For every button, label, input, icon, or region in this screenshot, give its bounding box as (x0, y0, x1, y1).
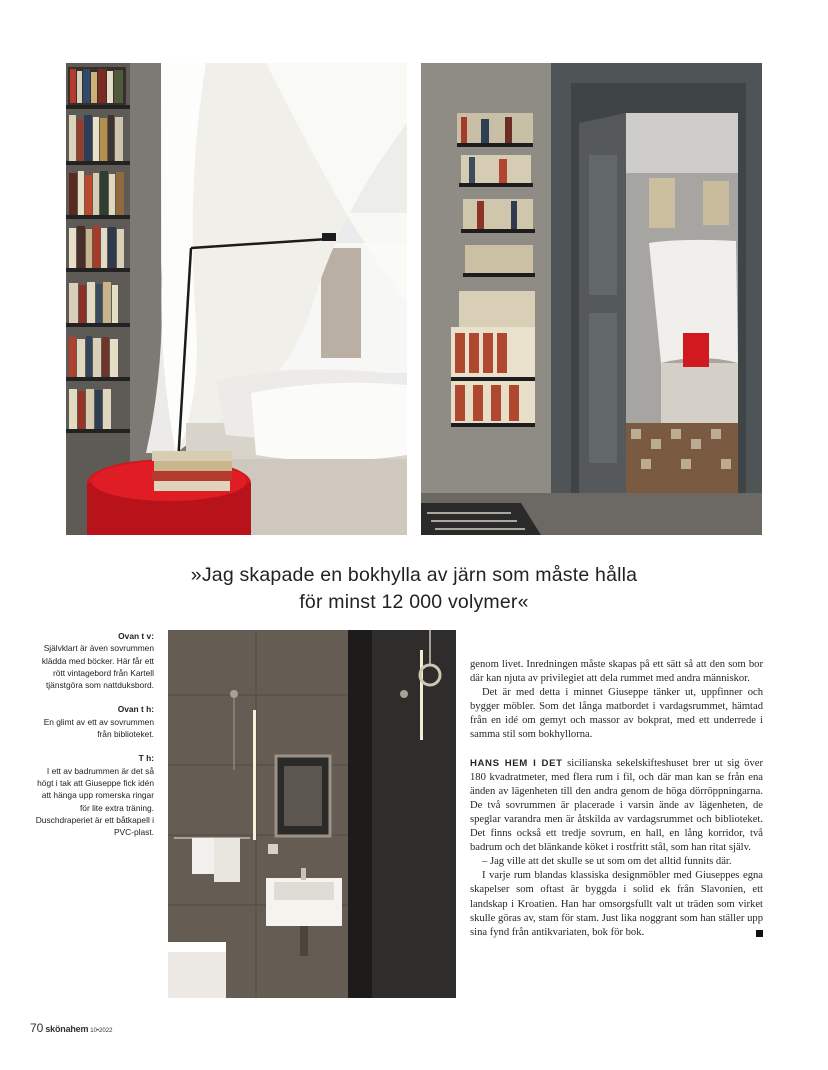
magazine-name: skönahem (45, 1024, 89, 1034)
photo-bathroom (168, 630, 456, 998)
article-body (470, 658, 763, 940)
caption-label: Ovan t h: (117, 704, 154, 715)
end-mark-square-icon (756, 930, 763, 937)
pull-quote (110, 562, 718, 616)
photo-captions (30, 630, 154, 850)
article-paragraph-text: I varje rum blandas klassiska designmöbler med Giuseppes egna skapelser som oftast är byggda i solid ek från Slavonien, ett landskap i Kroatien. Han har omsorgsfullt valt ut träden som virket skulle göras av, stam för stam. Just lika noggrant som han ställer upp sina fynd från antikvariaten, bok för bok. (470, 870, 763, 938)
pull-quote-line-1: »Jag skapade en bokhylla av järn som måste hålla (190, 564, 638, 586)
article-paragraph-quote: – Jag ville att det skulle se ut som om det alltid funnits där. (482, 856, 732, 868)
pull-quote-line-2: för minst 12 000 volymer« (299, 591, 529, 613)
caption-label: Ovan t v: (118, 631, 154, 641)
photo-bedroom-canopy (66, 63, 407, 535)
caption-right (30, 752, 154, 838)
photo-doorway-bedroom (421, 63, 762, 535)
issue-number: 10•2022 (90, 1028, 113, 1034)
article-paragraph-section (470, 757, 763, 856)
page-number: 70 (30, 1021, 44, 1035)
section-lead-in: HANS HEM I DET (470, 757, 563, 769)
article-paragraph: Det är med detta i minnet Giuseppe tänker ut, uppfinner och bygger möbler. Som det långa matbordet i vardagsrummet, hämtad från en idé om gemyt och massor av bokprat, med ett underrede i samma stil som bokhyllorna. (470, 687, 763, 741)
caption-text: I ett av badrummen är det så högt i tak att Giuseppe fick idén att hänga upp romerska ringar för lite extra träning. Duschdraperiet är ett båtkapell i PVC-plast. (35, 765, 154, 838)
caption-top-right (30, 703, 154, 740)
caption-label: T h: (138, 753, 154, 764)
article-paragraph-final (470, 869, 763, 939)
article-paragraph-text: sicilianska sekelskifteshuset brer ut sig över 180 kvadratmeter, med flera rum i fil, och där man kan se från ena änden av lägenheten till den andra genom de höga dörröppningarna. De två sovrummen är placerade i varsin ände av lägenheten, de speglar varandra men är åtskilda av vardagsrummet och biblioteket. Det finns också ett tredje sovrum, en hall, en lång korridor, två badrum och det blänkande köket i rostfritt stål, som han ritat själv. (470, 757, 763, 854)
article-paragraph: genom livet. Inredningen måste skapas på ett sätt så att den som bor där kan njuta av privilegiet att dela rummet med andra människor. (470, 659, 763, 685)
page-folio (30, 1021, 112, 1035)
caption-top-left (30, 630, 154, 691)
caption-text: Självklart är även sovrummen klädda med böcker. Här får ett rött vintagebord från Kartell tjänstgöra som nattduksbord. (41, 643, 154, 691)
caption-text: En glimt av ett av sovrummen från biblioteket. (43, 716, 154, 740)
